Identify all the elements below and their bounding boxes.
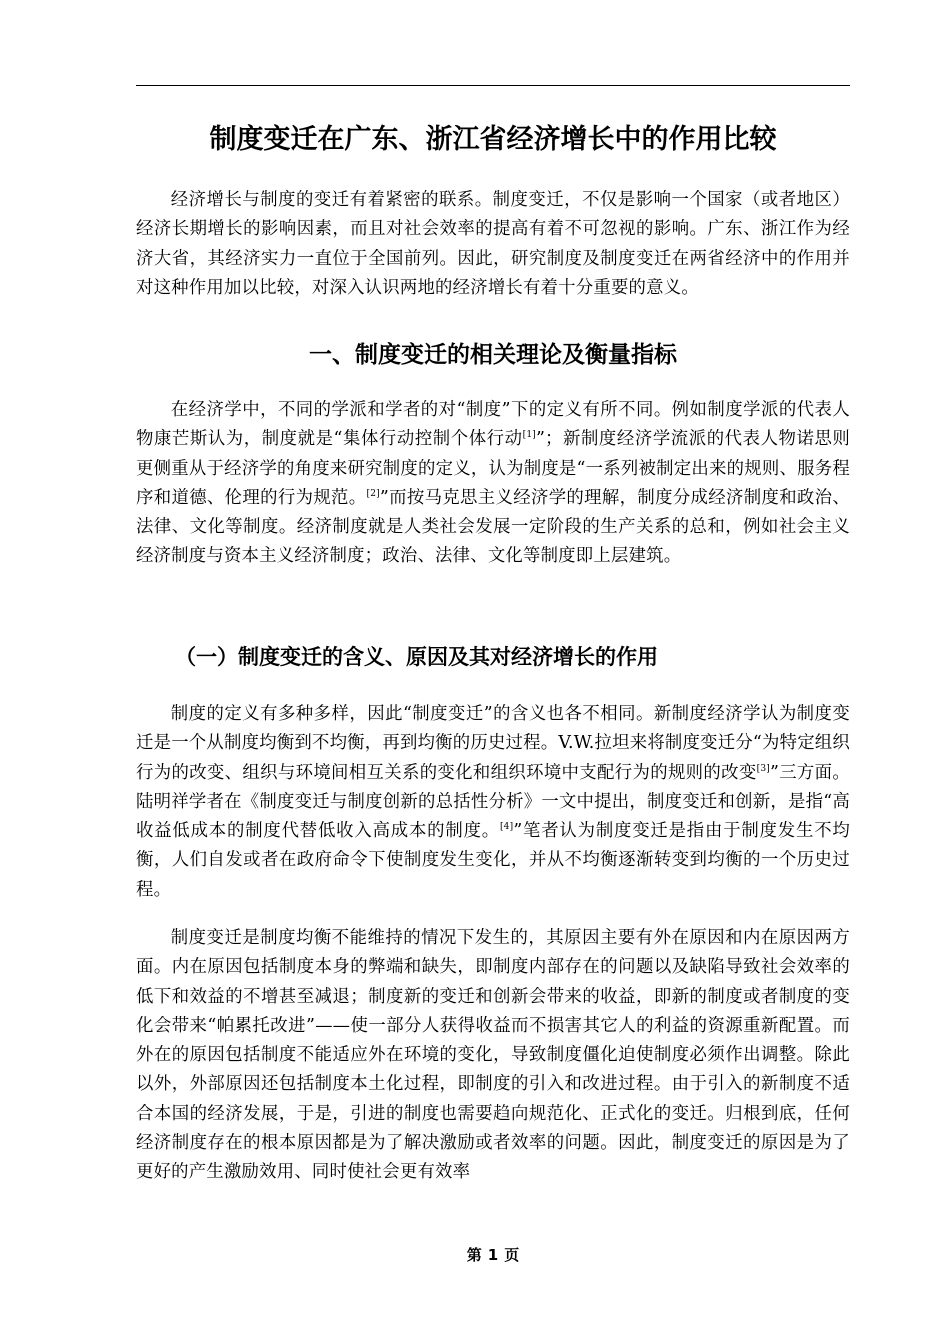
page-number: 1 — [487, 1246, 499, 1264]
section-heading: 一、制度变迁的相关理论及衡量指标 — [309, 342, 677, 368]
subsection-heading: （一）制度变迁的含义、原因及其对经济增长的作用 — [175, 645, 658, 669]
citation-1: [1] — [522, 430, 536, 441]
citation-2: [2] — [366, 488, 380, 499]
citation-3: [3] — [756, 763, 770, 774]
subsection-paragraph-1: 制度的定义有多种多样，因此“制度变迁”的含义也各不相同。新制度经济学认为制度变迁是一个从制度均衡到不均衡，再到均衡的历史过程。V.W.拉坦来将制度变迁分“为特定组织行为的改变、组织与环境间相互关系的变化和组织环境中支配行为的规则的改变[3]”三方面。陆明祥学者在《制度变迁与制度创新的总括性分析》一文中提出，制度变迁和创新，是指“高收益低成本的制度代替低收入高成本的制度。[4]”笔者认为制度变迁是指由于制度发生不均衡，人们自发或者在政府命令下使制度发生变化，并从不均衡逐渐转变到均衡的一个历史过程。 — [136, 704, 850, 900]
intro-paragraph: 经济增长与制度的变迁有着紧密的联系。制度变迁，不仅是影响一个国家（或者地区）经济长期增长的影响因素，而且对社会效率的提高有着不可忽视的影响。广东、浙江作为经济大省，其经济实力一直位于全国前列。因此，研究制度及制度变迁在两省经济中的作用并对这种作用加以比较，对深入认识两地的经济增长有着十分重要的意义。 — [136, 190, 850, 298]
header-rule — [136, 85, 850, 86]
subsection-paragraph-2: 制度变迁是制度均衡不能维持的情况下发生的，其原因主要有外在原因和内在原因两方面。内在原因包括制度本身的弊端和缺失，即制度内部存在的问题以及缺陷导致社会效率的低下和效益的不增甚至减退；制度新的变迁和创新会带来的收益，即新的制度或者制度的变化会带来“帕累托改进”——使一部分人获得收益而不损害其它人的利益的资源重新配置。而外在的原因包括制度不能适应外在环境的变化，导致制度僵化迫使制度必须作出调整。除此以外，外部原因还包括制度本土化过程，即制度的引入和改进过程。由于引入的新制度不适合本国的经济发展，于是，引进的制度也需要趋向规范化、正式化的变迁。归根到底，任何经济制度存在的根本原因都是为了解决激励或者效率的问题。因此，制度变迁的原因是为了更好的产生激励效用、同时使社会更有效率 — [136, 928, 850, 1183]
citation-4: [4] — [499, 822, 514, 833]
section1-paragraph: 在经济学中，不同的学派和学者的对“制度”下的定义有所不同。例如制度学派的代表人物康芒斯认为，制度就是“集体行动控制个体行动[1]”；新制度经济学流派的代表人物诺思则更侧重从于经济学的角度来研究制度的定义，认为制度是“一系列被制定出来的规则、服务程序和道德、伦理的行为规范。[2]”而按马克思主义经济学的理解，制度分成经济制度和政治、法律、文化等制度。经济制度就是人类社会发展一定阶段的生产关系的总和，例如社会主义经济制度与资本主义经济制度；政治、法律、文化等制度即上层建筑。 — [136, 400, 850, 567]
page-title: 制度变迁在广东、浙江省经济增长中的作用比较 — [209, 124, 777, 155]
page-footer: 第 1 页 — [466, 1246, 520, 1264]
